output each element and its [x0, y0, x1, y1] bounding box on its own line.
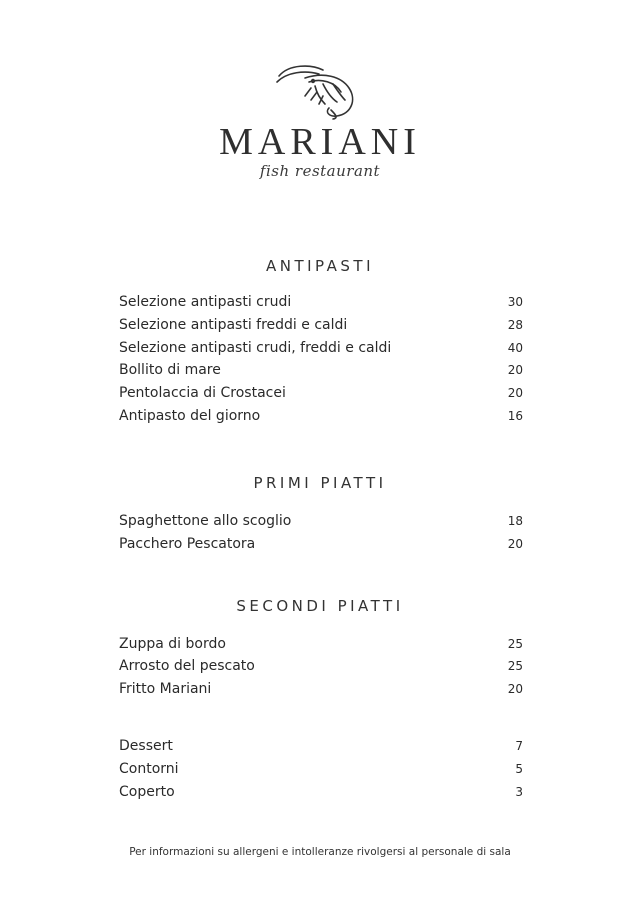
item-price: 40 [507, 341, 523, 355]
shrimp-icon [275, 62, 365, 120]
item-price: 16 [507, 409, 523, 423]
item-price: 20 [507, 363, 523, 377]
item-name: Selezione antipasti crudi [119, 294, 292, 310]
item-name: Spaghettone allo scoglio [119, 513, 292, 529]
menu-item [119, 513, 523, 529]
item-price: 7 [515, 739, 523, 753]
menu-item [119, 681, 523, 697]
restaurant-name: MARIANI [219, 121, 421, 163]
item-price: 20 [507, 537, 523, 551]
section-title-primi-piatti: PRIMI PIATTI [253, 474, 387, 492]
item-name: Selezione antipasti crudi, freddi e caldi [119, 340, 392, 356]
item-name: Pentolaccia di Crostacei [119, 385, 286, 401]
item-price: 3 [515, 785, 523, 799]
item-price: 25 [507, 659, 523, 673]
item-price: 25 [507, 637, 523, 651]
item-name: Contorni [119, 761, 179, 777]
item-name: Fritto Mariani [119, 681, 212, 697]
item-price: 5 [515, 762, 523, 776]
menu-item [119, 317, 523, 333]
menu-item [119, 385, 523, 401]
item-price: 28 [507, 318, 523, 332]
item-price: 20 [507, 682, 523, 696]
menu-item [119, 362, 523, 378]
menu-item [119, 636, 523, 652]
item-name: Pacchero Pescatora [119, 536, 256, 552]
section-title-antipasti: ANTIPASTI [265, 257, 375, 275]
item-price: 18 [507, 514, 523, 528]
extra-item [119, 784, 523, 800]
item-name: Dessert [119, 738, 173, 754]
allergen-notice: Per informazioni su allergeni e intolleranze rivolgersi al personale di sala [129, 846, 511, 858]
extra-item [119, 738, 523, 754]
item-name: Bollito di mare [119, 362, 221, 378]
menu-item [119, 536, 523, 552]
item-price: 20 [507, 386, 523, 400]
menu-item [119, 294, 523, 310]
section-title-secondi-piatti: SECONDI PIATTI [236, 597, 404, 615]
item-name: Arrosto del pescato [119, 658, 255, 674]
restaurant-logo [0, 62, 640, 180]
item-name: Coperto [119, 784, 175, 800]
restaurant-tagline: fish restaurant [259, 162, 381, 180]
extra-item [119, 761, 523, 777]
item-price: 30 [507, 295, 523, 309]
item-name: Zuppa di bordo [119, 636, 226, 652]
menu-item [119, 340, 523, 356]
item-name: Selezione antipasti freddi e caldi [119, 317, 348, 333]
item-name: Antipasto del giorno [119, 408, 261, 424]
menu-item [119, 658, 523, 674]
menu-item [119, 408, 523, 424]
